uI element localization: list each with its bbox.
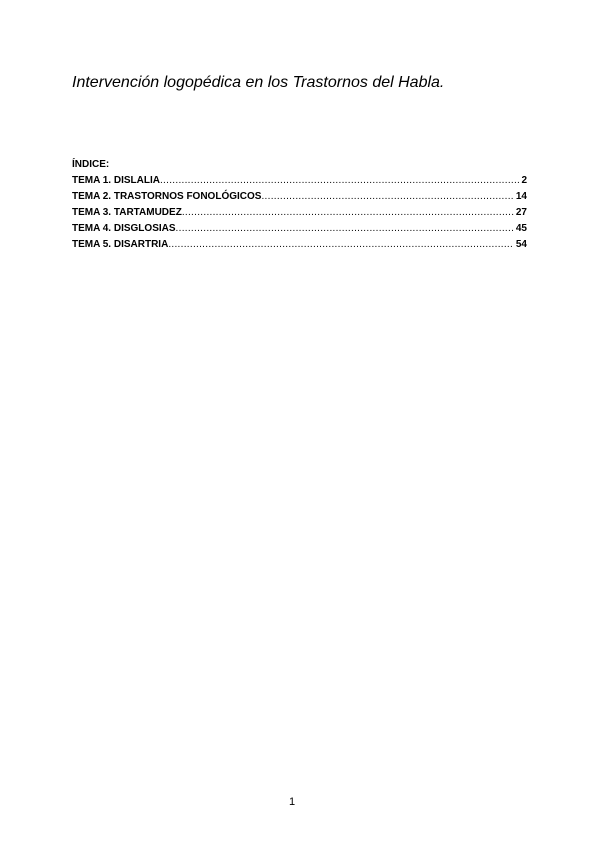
toc-entry-label: TEMA 2. TRASTORNOS FONOLÓGICOS xyxy=(72,191,262,202)
toc-heading: ÍNDICE: xyxy=(72,159,110,170)
page-number: 1 xyxy=(288,796,296,808)
toc-dot-leader xyxy=(182,205,514,221)
toc-entry-trastornos-fonologicos[interactable] xyxy=(72,189,527,205)
toc-entry-label: TEMA 5. DISARTRIA xyxy=(72,239,169,250)
document-title: Intervención logopédica en los Trastornos del Habla. xyxy=(72,74,445,91)
toc-entry-label: TEMA 1. DISLALIA xyxy=(72,175,160,186)
toc-dot-leader xyxy=(261,189,513,205)
toc-entry-label: TEMA 3. TARTAMUDEZ xyxy=(72,207,182,218)
toc-entry-page: 54 xyxy=(515,239,527,250)
toc-dot-leader xyxy=(176,221,514,237)
toc-dot-leader xyxy=(160,173,519,189)
toc-list xyxy=(72,173,527,253)
table-of-contents xyxy=(72,157,527,253)
toc-entry-page: 27 xyxy=(515,207,527,218)
toc-dot-leader xyxy=(168,237,514,253)
toc-entry-page: 45 xyxy=(515,223,527,234)
toc-entry-page: 14 xyxy=(515,191,527,202)
toc-entry-disartria[interactable] xyxy=(72,237,527,253)
toc-entry-label: TEMA 4. DISGLOSIAS xyxy=(72,223,176,234)
toc-entry-tartamudez[interactable] xyxy=(72,205,527,221)
toc-entry-disglosias[interactable] xyxy=(72,221,527,237)
toc-entry-dislalia[interactable] xyxy=(72,173,527,189)
toc-entry-page: 2 xyxy=(521,175,527,186)
